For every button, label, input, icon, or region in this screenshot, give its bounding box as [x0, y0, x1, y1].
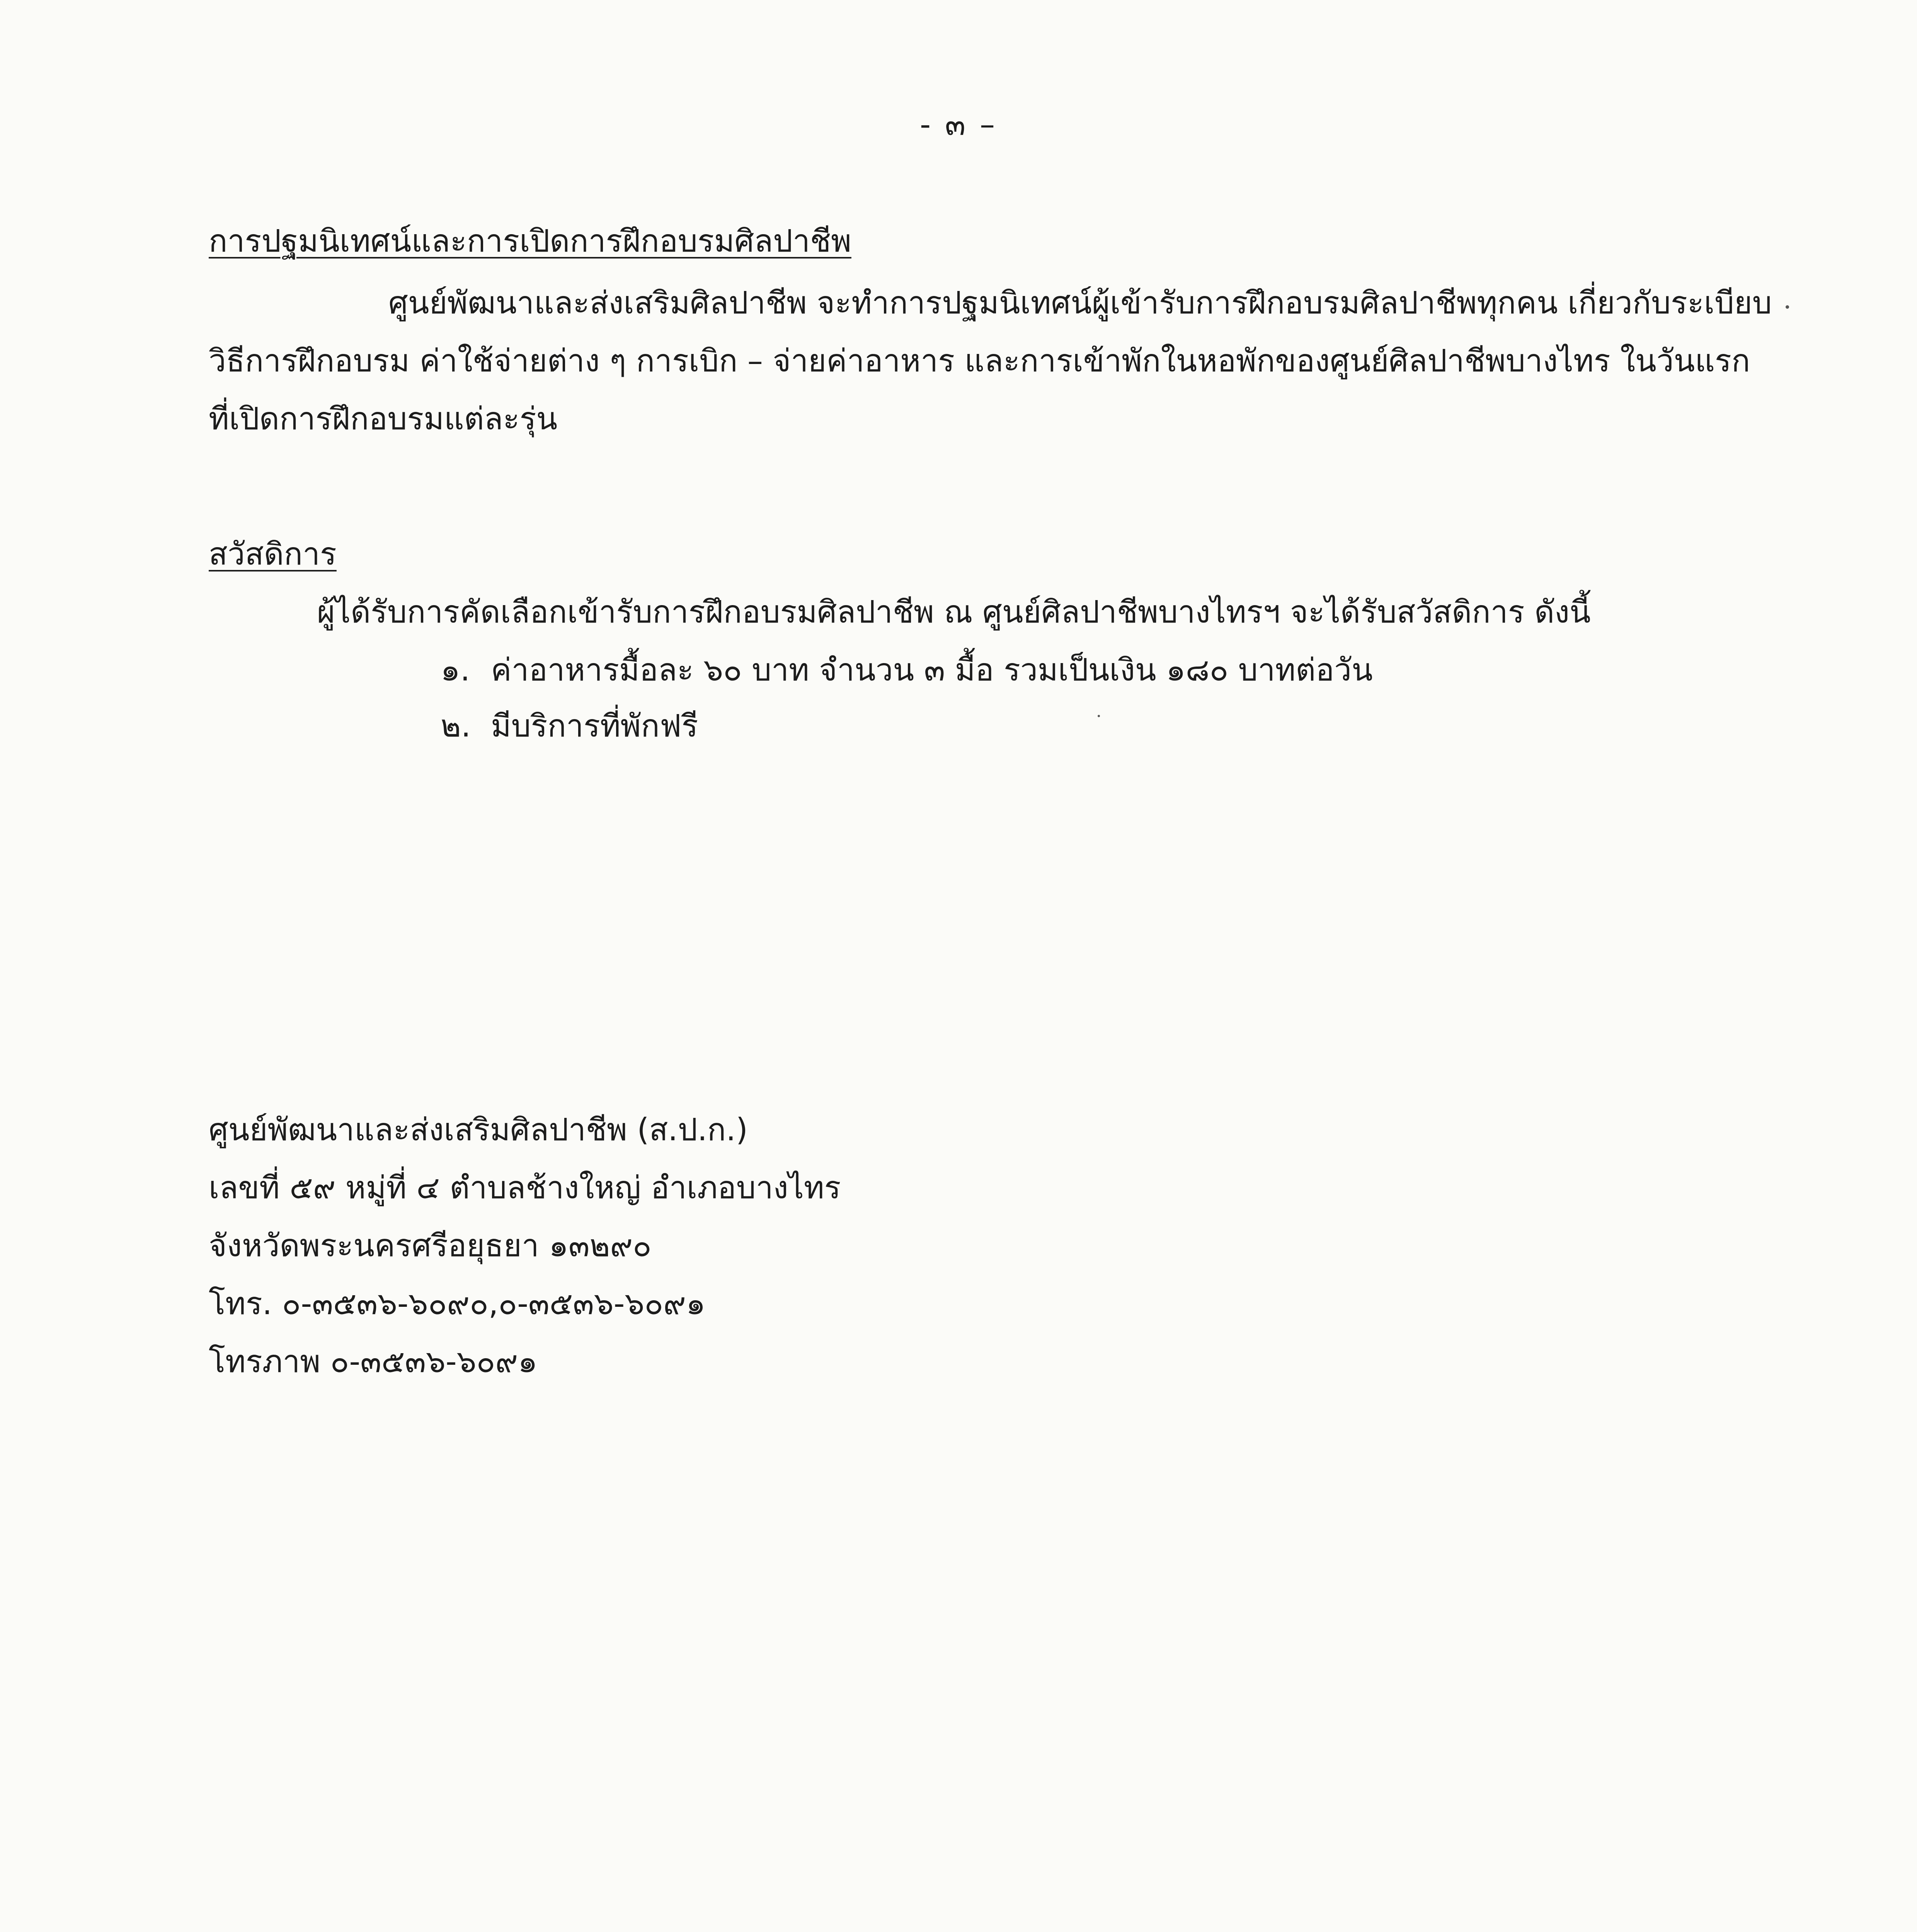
orientation-line-1: ศูนย์พัฒนาและส่งเสริมศิลปาชีพ จะทำการปฐมนิเทศน์ผู้เข้ารับการฝึกอบรมศิลปาชีพทุกคน เกี่ยวกับระเบียบ	[388, 285, 1772, 321]
address-phone: โทร. ๐-๓๕๓๖-๖๐๙๐,๐-๓๕๓๖-๖๐๙๑	[209, 1286, 706, 1321]
welfare-item-1	[441, 645, 1373, 694]
page-number: - ๓ –	[919, 107, 998, 142]
address-province: จังหวัดพระนครศรีอยุธยา ๑๓๒๙๐	[209, 1228, 652, 1264]
orientation-line-3: ที่เปิดการฝึกอบรมแต่ละรุ่น	[209, 401, 558, 437]
welfare-heading: สวัสดิการ	[209, 536, 337, 572]
address-street: เลขที่ ๕๙ หมู่ที่ ๔ ตำบลช้างใหญ่ อำเภอบางไทร	[209, 1170, 841, 1206]
orientation-heading: การปฐมนิเทศน์และการเปิดการฝึกอบรมศิลปาชีพ	[209, 223, 851, 259]
welfare-intro: ผู้ได้รับการคัดเลือกเข้ารับการฝึกอบรมศิลปาชีพ ณ ศูนย์ศิลปาชีพบางไทรฯ จะได้รับสวัสดิการ ดังนี้	[317, 594, 1591, 630]
scan-speck	[1786, 305, 1789, 309]
welfare-item-2	[441, 701, 698, 750]
address-fax: โทรภาพ ๐-๓๕๓๖-๖๐๙๑	[209, 1344, 538, 1379]
welfare-item-2-text: มีบริการที่พักฟรี	[491, 708, 698, 744]
welfare-item-1-text: ค่าอาหารมื้อละ ๖๐ บาท จำนวน ๓ มื้อ รวมเป็นเงิน ๑๘๐ บาทต่อวัน	[491, 652, 1373, 688]
welfare-item-1-number: ๑.	[441, 652, 470, 688]
orientation-line-2: วิธีการฝึกอบรม ค่าใช้จ่ายต่าง ๆ การเบิก – จ่ายค่าอาหาร และการเข้าพักในหอพักของศูนย์ศิลปาชีพบางไทร ในวันแรก	[209, 343, 1750, 379]
address-org: ศูนย์พัฒนาและส่งเสริมศิลปาชีพ (ส.ป.ก.)	[209, 1112, 748, 1148]
scan-speck	[1098, 715, 1100, 717]
welfare-item-2-number: ๒.	[441, 708, 471, 744]
